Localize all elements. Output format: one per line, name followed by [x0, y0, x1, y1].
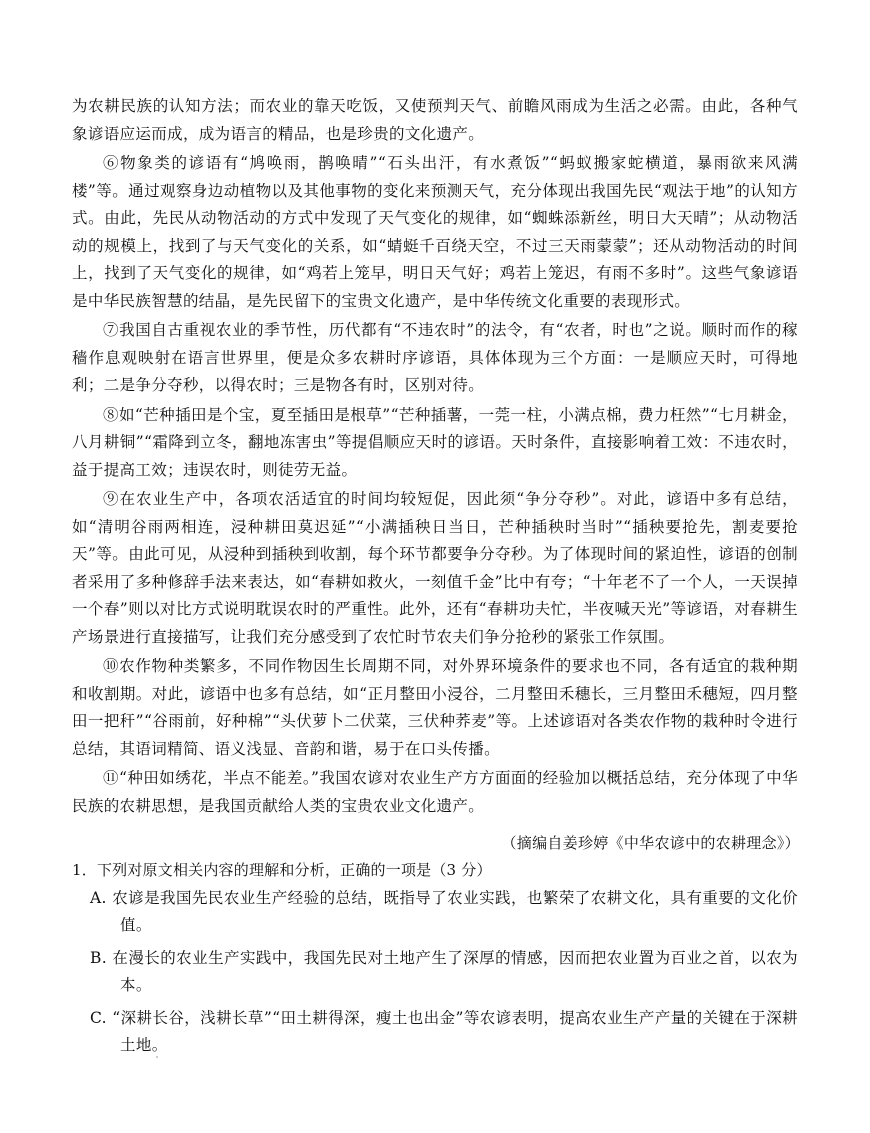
- paragraph-7: ⑦我国自古重视农业的季节性，历代都有“不违农时”的法令，有“农者，时也”之说。顺时而作的稼穑作息观映射在语言世界里，便是众多农耕时序谚语，具体体现为三个方面：一是顺应天时，可得地利；二是争分夺秒，以得农时；三是物各有时，区别对待。: [72, 321, 798, 394]
- option-b: B. 在漫长的农业生产实践中，我国先民对土地产生了深厚的情感，因而把农业置为百业之首，以农为本。: [90, 949, 798, 994]
- paragraph-8: ⑧如“芒种插田是个宝，夏至插田是根草”“芒种插薯，一莞一柱，小满点棉，费力枉然”“七月耕金，八月耕铜”“霜降到立冬，翻地冻害虫”等提倡顺应天时的谚语。天时条件，直接影响着工效：不违农时，益于提高工效；违误农时，则徒劳无益。: [72, 405, 798, 479]
- article-body: [72, 93, 798, 820]
- paragraph-11: ⑪“种田如绣花，半点不能差。”我国农谚对农业生产方方面面的经验加以概括总结，充分体现了中华民族的农耕思想，是我国贡献给人类的宝贵农业文化遗产。: [72, 769, 798, 815]
- paragraph-9: ⑨在农业生产中，各项农活适宜的时间均较短促，因此须“争分夺秒”。对此，谚语中多有总结，如“清明谷雨两相连，浸种耕田莫迟延”“小满插秧日当日，芒种插秧时当时”“插秧要抢先，割麦要抢天”等。由此可见，从浸种到插秧到收割，每个环节都要争分夺秒。为了体现时间的紧迫性，谚语的创制者采用了多种修辞手法来表达，如“春耕如救火，一刻值千金”比中有夸；“十年老不了一个人，一天误掉一个春”则以对比方式说明耽误农时的严重性。此外，还有“春耕功夫忙，半夜喊天光”等谚语，对春耕生产场景进行直接描写，让我们充分感受到了农忙时节农夫们争分抢秒的紧张工作氛围。: [72, 490, 798, 646]
- option-c: C. “深耕长谷，浅耕长草”“田土耕得深，瘦土也出金”等农谚表明，提高农业生产产量的关键在于深耕土地。: [90, 1009, 798, 1054]
- question-1: [72, 858, 798, 1065]
- scan-speck: [156, 1056, 158, 1058]
- paragraph-6: ⑥物象类的谚语有“鸠唤雨，鹊唤晴”“石头出汗，有水煮饭”“蚂蚁搬家蛇横道，暴雨欲来风满楼”等。通过观察身边动植物以及其他事物的变化来预测天气，充分体现出我国先民“观法于地”的认知方式。由此，先民从动物活动的方式中发现了天气变化的规律，如“蜘蛛添新丝，明日大天晴”；从动物活动的规模上，找到了与天气变化的关系，如“蜻蜓千百绕天空，不过三天雨蒙蒙”；还从动物活动的时间上，找到了天气变化的规律，如“鸡若上笼早，明日天气好；鸡若上笼迟，有雨不多时”。这些气象谚语是中华民族智慧的结晶，是先民留下的宝贵文化遗产，是中华传统文化重要的表现形式。: [72, 154, 798, 310]
- paragraph-10: ⑩农作物种类繁多，不同作物因生长周期不同，对外界环境条件的要求也不同，各有适宜的栽种期和收割期。对此，谚语中也多有总结，如“正月整田小浸谷，二月整田禾穗长，三月整田禾穗短，四月整田一把秆”“谷雨前，好种棉”“头伏萝卜二伏菜，三伏种荞麦”等。上述谚语对各类农作物的栽种时令进行总结，其语词精简、语义浅显、音韵和谐，易于在口头传播。: [72, 657, 798, 758]
- source-citation: （摘编自姜珍婷《中华农谚中的农耕理念》）: [501, 834, 800, 852]
- paragraph-continuation: 为农耕民族的认知方法；而农业的靠天吃饭，又使预判天气、前瞻风雨成为生活之必需。由此，各种气象谚语应运而成，成为语言的精品，也是珍贵的文化遗产。: [72, 97, 798, 143]
- question-stem: 1．下列对原文相关内容的理解和分析，正确的一项是（3 分）: [72, 861, 492, 879]
- option-a: A. 农谚是我国先民农业生产经验的总结，既指导了农业实践，也繁荣了农耕文化，具有重要的文化价值。: [90, 889, 798, 934]
